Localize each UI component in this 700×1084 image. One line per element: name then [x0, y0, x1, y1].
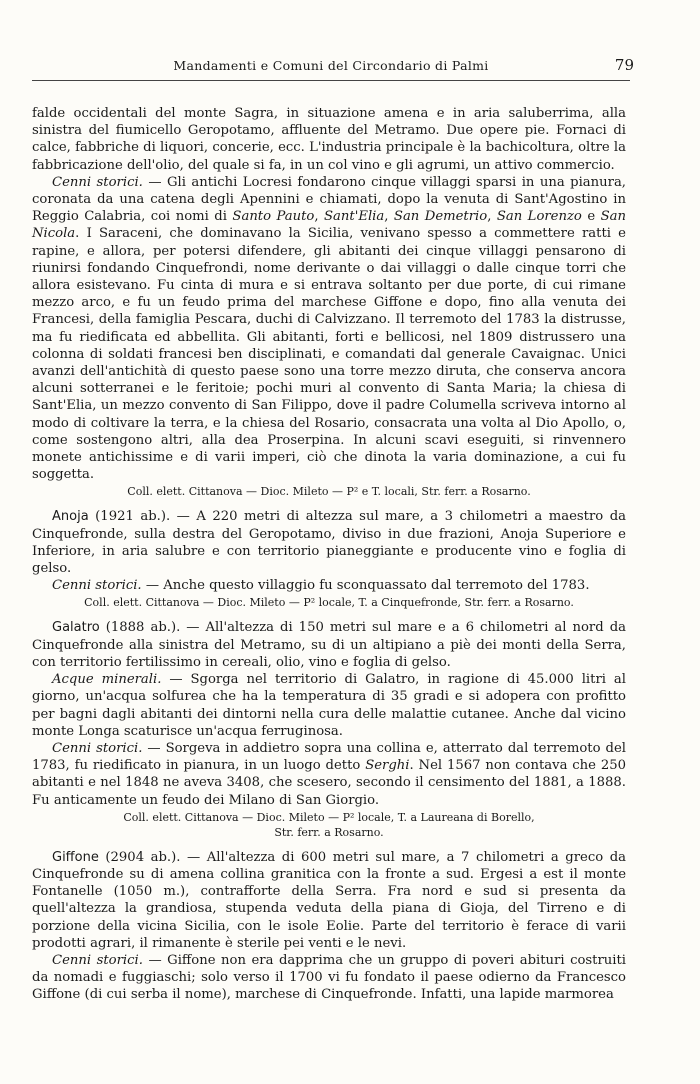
- history-text: — Anche questo villaggio fu sconquassato dal terremoto del 1783.: [141, 578, 590, 594]
- paragraph-galatro-waters: [32, 671, 626, 740]
- section-label-cenni-storici: Cenni storici.: [52, 740, 143, 756]
- history-text: — Gli antichi Locresi fondarono cinque villaggi sparsi in una pianura, coronata da una catena degli Apennini e chiamati, dopo la venuta di Sant'Agostino in Reggio Calabria, coi nomi di: [32, 174, 626, 225]
- separator: ,: [314, 209, 325, 225]
- admin-note-anoja: Coll. elett. Cittanova — Dioc. Mileto — P² locale, T. a Cinquefronde, Str. ferr. a Rosarno.: [84, 596, 574, 610]
- note-line: Coll. elett. Cittanova — Dioc. Mileto — P² locale, T. a Laureana di Borello,: [123, 810, 535, 824]
- note-line: Str. ferr. a Rosarno.: [274, 825, 384, 839]
- paragraph-galatro-history: [32, 740, 626, 809]
- history-text: — Sorgeva in addietro sopra una collina e, atterrato dal terremoto del 1783, fu riedificato in pianura, in un luogo detto: [32, 740, 626, 774]
- separator: ,: [487, 209, 497, 225]
- section-label-cenni-storici: Cenni storici.: [52, 578, 142, 594]
- waters-text: — Sgorga nel territorio di Galatro, in ragione di 45.000 litri al giorno, un'acqua solfurea che ha la temperatura di 35 gradi e si adopera con profitto per bagni dagli abitanti dei dintorni nella cura delle malattie cutanee. Anche dal vicino monte Longa scaturisce un'acqua ferruginosa.: [32, 672, 626, 739]
- page-header: [32, 56, 634, 81]
- entry-title-giffone: Giffone: [52, 849, 99, 865]
- history-text: — Giffone non era dapprima che un gruppo di poveri abituri costruiti da nomadi e fuggiaschi; solo verso il 1700 vi fu fondato il paese odierno da Francesco Giffone (di cui serba il nome), marchese di Cinquefronde. Infatti, una lapide marmorea: [32, 952, 626, 1003]
- entry-text: (2904 ab.). — All'altezza di 600 metri sul mare, a 7 chilometri a greco da Cinquefronde su di amena collina granitica con la fronte a sud. Ergesi a est il monte Fontanelle (1050 m.), contrafforte della Serra. Fra nord e sud si presenta da quell'altezza la grandiosa, stupenda veduta della piana di Gioja, del Tirreno e di porzione della vicina Sicilia, con le isole Eolie. Parte del territorio è ferace di varii prodotti agrari, il rimanente è sterile pei venti e le nevi.: [32, 849, 626, 951]
- entry-text: (1921 ab.). — A 220 metri di altezza sul mare, a 3 chilometri a maestro da Cinquefronde, sulla destra del Geropotamo, diviso in due frazioni, Anoja Superiore e Inferiore, in aria salubre e con territorio pianeggiante e producente vino e foglia di gelso.: [32, 509, 626, 577]
- admin-note-galatro: [32, 810, 626, 840]
- paragraph-giffone-history: [32, 952, 626, 1004]
- history-text: . Nel 1567 non contava che 250 abitanti e nel 1848 ne aveva 3408, che scesero, secondo il censimento del 1881, a 1888. Fu anticamente un feudo dei Milano di San Giorgio.: [32, 758, 626, 808]
- history-text: . I Saraceni, che dominavano la Sicilia, venivano spesso a commettere ratti e rapine, e allora, per potersi difendere, gli abitanti dei cinque villaggi pensarono di riunirsi fondando Cinquefrondi, nome derivante o dai villaggi o dalle cinque torri che allora esistevano. Fu cinta di mura e si entrava soltanto per due porte, di cui rimane mezzo arco, e fu un feudo prima del marchese Giffone e dopo, fino alla venuta dei Francesi, della famiglia Pescara, duchi di Calvizzano. Il terremoto del 1783 la distrusse, ma fu riedificata ed abbellita. Gli abitanti, forti e bellicosi, nel 1809 distrussero una colonna di soldati francesi ben disciplinati, e comandati dal generale Cavaignac. Unici avanzi dell'antichità di questo paese sono una torre mezzo diruta, che conserva ancora alcuni sotterranei e le feritoie; pochi muri al convento di Santa Maria; la chiesa di Sant'Elia, un mezzo convento di San Filippo, dove il padre Columella scriveva intorno al modo di coltivare la terra, e la chiesa del Rosario, consacrata una volta al Dio Apollo, o, come sostengono altri, alla dea Proserpina. In alcuni scavi eseguiti, si rinvennero monete antichissime e di varii imperi, ciò che dinota la varia dominazione, a cui fu soggetta.: [32, 226, 626, 483]
- place-name: Serghi: [365, 758, 410, 774]
- separator: ,: [384, 209, 394, 225]
- entry-title-anoja: Anoja: [52, 509, 89, 525]
- paragraph-anoja-history: [32, 577, 626, 594]
- section-label-cenni-storici: Cenni storici.: [52, 952, 143, 968]
- separator: e: [581, 209, 601, 225]
- running-head: Mandamenti e Comuni del Circondario di Palmi: [173, 58, 489, 73]
- admin-note-cinquefrondi: Coll. elett. Cittanova — Dioc. Mileto — P² e T. locali, Str. ferr. a Rosarno.: [127, 485, 531, 499]
- entry-galatro: [32, 619, 626, 671]
- village-name: San Demetrio: [393, 209, 488, 225]
- entry-giffone: [32, 849, 626, 952]
- village-name: San Lorenzo: [496, 209, 582, 225]
- village-name: San Nicola: [32, 209, 626, 242]
- village-name: Sant'Elia: [324, 209, 385, 225]
- paragraph-cinquefrondi-history: [32, 174, 626, 484]
- village-name: Santo Pauto: [232, 209, 315, 225]
- page-number: 79: [614, 56, 634, 74]
- entry-text: (1888 ab.). — All'altezza di 150 metri sul mare e a 6 chilometri al nord da Cinquefronde alla sinistra del Metramo, su di un altipiano a piè dei monti della Serra, con territorio fertilissimo in cereali, olio, vino e foglia di gelso.: [32, 620, 626, 670]
- paragraph-cinquefrondi-description: falde occidentali del monte Sagra, in situazione amena e in aria saluberrima, alla sinistra del fiumicello Geropotamo, affluente del Metramo. Due opere pie. Fornaci di calce, fabbriche di liquori, concerie, ecc. L'industria principale è la bachicoltura, oltre la fabbricazione dell'olio, del quale si fa, in un col vino e gli agrumi, un attivo commercio.: [32, 106, 626, 173]
- section-label-acque-minerali: Acque minerali.: [52, 672, 162, 688]
- entry-title-galatro: Galatro: [52, 620, 100, 636]
- section-label-cenni-storici: Cenni storici.: [52, 174, 143, 190]
- page-body: [32, 105, 626, 1004]
- entry-anoja: [32, 508, 626, 577]
